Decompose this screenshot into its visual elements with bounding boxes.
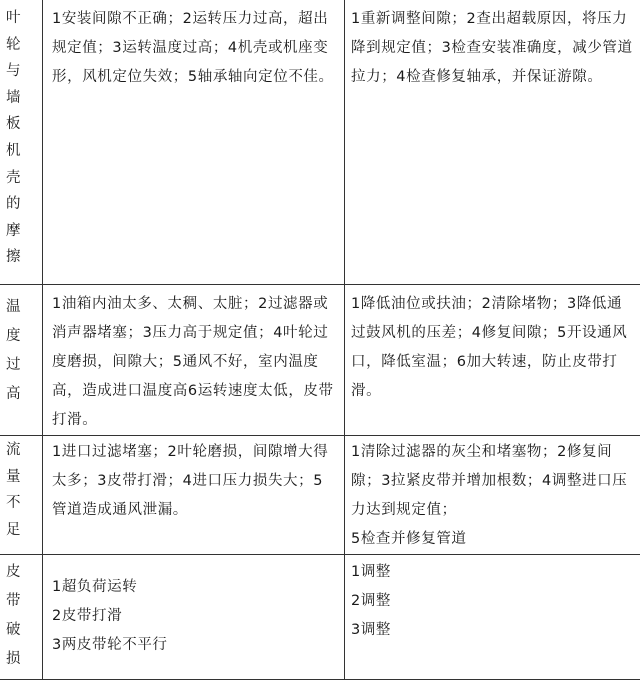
cause-text: 1超负荷运转 [52,573,338,602]
fault-char: 擦 [6,244,42,271]
cause-text: 1进口过滤堵塞；2叶轮磨损，间隙增大得太多；3皮带打滑；4进口压力损失大；5管道造成通风泄漏。 [52,438,338,525]
fix-text: 1调整 [351,558,636,587]
cause-text: 2皮带打滑 [52,602,338,631]
fault-char: 叶 [6,5,42,32]
fault-char: 的 [6,191,42,218]
fault-cell [0,285,43,436]
fault-char: 过 [6,351,42,380]
fix-text: 2调整 [351,587,636,616]
fault-cell [0,0,43,285]
fix-text: 1降低油位或扶油；2清除堵物；3降低通过鼓风机的压差；4修复间隙；5开设通风口，降低室温；6加大转速，防止皮带打滑。 [351,290,636,406]
fix-text: 5检查并修复管道 [351,525,636,554]
fault-char: 度 [6,322,42,351]
fault-char: 量 [6,464,42,491]
fault-char: 机 [6,138,42,165]
fix-cell [345,0,640,285]
cause-cell [43,0,345,285]
cause-cell [43,436,345,555]
cause-text: 3两皮带轮不平行 [52,631,338,660]
fault-cell [0,555,43,680]
cause-text: 1安装间隙不正确；2运转压力过高，超出规定值；3运转温度过高；4机壳或机座变形，风机定位失效；5轴承轴向定位不佳。 [52,5,338,92]
fix-cell [345,285,640,436]
fault-char: 不 [6,490,42,517]
fix-cell [345,436,640,555]
fault-char: 损 [6,645,42,674]
fix-text: 3调整 [351,616,636,645]
fault-cell [0,436,43,555]
fault-char: 温 [6,293,42,322]
fault-char: 板 [6,111,42,138]
fix-text: 1清除过滤器的灰尘和堵塞物；2修复间隙；3拉紧皮带并增加根数；4调整进口压力达到规定值； [351,438,636,525]
fault-char: 与 [6,58,42,85]
fix-cell [345,555,640,680]
table-row [0,0,640,285]
fault-char: 带 [6,587,42,616]
fault-char: 壳 [6,165,42,192]
fault-char: 破 [6,616,42,645]
fault-char: 高 [6,380,42,409]
cause-text: 1油箱内油太多、太稠、太脏；2过滤器或消声器堵塞；3压力高于规定值；4叶轮过度磨损，间隙大；5通风不好，室内温度高，造成进口温度高6运转速度太低，皮带打滑。 [52,290,338,435]
fault-char: 足 [6,517,42,544]
fault-char: 流 [6,437,42,464]
fix-text: 1重新调整间隙；2查出超载原因，将压力降到规定值；3检查安装准确度，减少管道拉力；4检查修复轴承，并保证游隙。 [351,5,636,92]
fault-char: 轮 [6,32,42,59]
table-row [0,285,640,436]
fault-char: 皮 [6,558,42,587]
fault-char: 墙 [6,85,42,112]
table-row [0,555,640,680]
cause-cell [43,555,345,680]
cause-cell [43,285,345,436]
fault-char: 摩 [6,218,42,245]
table-row [0,436,640,555]
